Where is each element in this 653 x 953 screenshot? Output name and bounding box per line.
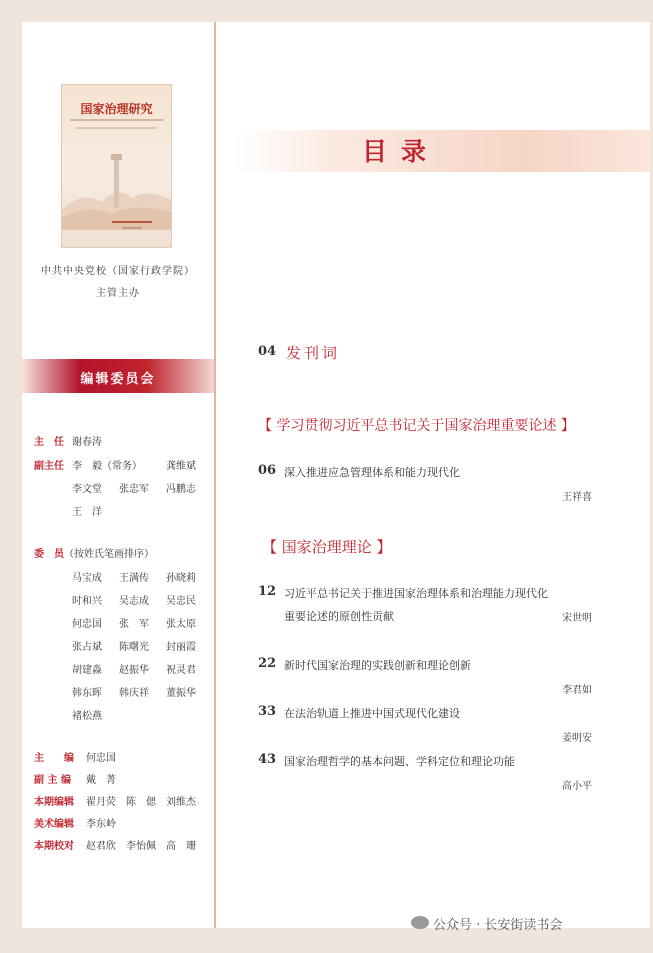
deputy-chief-name: 戴 菁 [86, 775, 116, 786]
toc-title-banner [234, 130, 650, 172]
deputy-name: 李 毅（常务） [72, 461, 142, 472]
deputy-name: 张忠军 [119, 484, 149, 495]
deputy-role: 副主任 [34, 461, 64, 472]
watermark-text: 公众号 · 长安街读书会 [433, 918, 563, 933]
art-editor-role: 美术编辑 [34, 819, 74, 830]
director-role: 主 任 [34, 437, 64, 448]
proofread-row [34, 837, 196, 852]
member-name: 封丽霞 [166, 642, 196, 653]
member-name: 赵振华 [119, 665, 149, 676]
issue-editors-names: 翟月荧 陈 偲 刘维杰 [86, 797, 196, 808]
entry-title: 深入推进应急管理体系和能力现代化 [284, 466, 460, 479]
section-heading: 【 国家治理理论 】 [262, 538, 392, 556]
deputy-chief-row [34, 771, 116, 786]
members-note: （按姓氏笔画排序） [64, 549, 154, 560]
cover-date-mark [122, 227, 142, 229]
cover-date-mark [112, 221, 152, 223]
member-name: 何忠国 [72, 619, 102, 630]
member-name: 韩东晖 [72, 688, 102, 699]
toc-title: 目录 [362, 137, 441, 166]
entry-author: 李君如 [562, 685, 592, 696]
director-name: 谢春涛 [72, 437, 102, 448]
cover-subtitle-rule [76, 127, 157, 129]
entry-title-continued: 重要论述的原创性贡献 [284, 610, 394, 623]
member-name: 褚松燕 [72, 711, 102, 722]
deputy-name: 王 洋 [72, 507, 102, 518]
chief-editor-name: 何忠国 [86, 753, 116, 764]
foreword-page-number: 04 [258, 344, 277, 359]
chief-editor-role: 主 编 [34, 753, 74, 764]
chief-editor-row [34, 749, 116, 764]
cover-mountain-art [62, 140, 171, 230]
entry-author: 高小平 [562, 781, 592, 792]
masthead-sidebar [22, 22, 216, 928]
entry-title: 新时代国家治理的实践创新和理论创新 [284, 659, 471, 672]
foreword-title: 发刊词 [286, 344, 341, 362]
member-name: 王满传 [119, 573, 149, 584]
member-name: 马宝成 [72, 573, 102, 584]
art-editor-row [34, 815, 116, 830]
member-name: 胡建淼 [72, 665, 102, 676]
issue-editors-role: 本期编辑 [34, 797, 74, 808]
section-heading: 【 学习贯彻习近平总书记关于国家治理重要论述 】 [258, 418, 575, 434]
cover-subtitle-rule [70, 119, 163, 121]
journal-page [22, 22, 650, 928]
editorial-board-title: 编辑委员会 [80, 372, 156, 387]
member-name: 韩庆祥 [119, 688, 149, 699]
entry-page-number: 12 [258, 584, 277, 599]
entry-author: 王祥喜 [562, 492, 592, 503]
entry-page-number: 06 [258, 463, 277, 478]
cover-title: 国家治理研究 [80, 102, 153, 116]
deputy-row [34, 457, 64, 472]
publisher-role: 主管主办 [96, 288, 140, 299]
entry-title: 在法治轨道上推进中国式现代化建设 [284, 707, 460, 720]
member-name: 孙晓莉 [166, 573, 196, 584]
wechat-icon [411, 916, 429, 929]
entry-page-number: 43 [258, 752, 277, 767]
member-name: 张太原 [166, 619, 196, 630]
issue-editors-row [34, 793, 196, 808]
entry-author: 姜明安 [562, 733, 592, 744]
entry-author: 宋世明 [562, 613, 592, 624]
journal-cover-image [61, 84, 172, 248]
editorial-board-banner [22, 359, 214, 393]
proofreaders-names: 赵君欣 李怡佩 高 珊 [86, 841, 196, 852]
member-name: 张 军 [119, 619, 149, 630]
deputy-name: 龚维斌 [166, 461, 196, 472]
deputy-name: 李文堂 [72, 484, 102, 495]
members-row [34, 545, 154, 560]
publisher-info [22, 261, 214, 305]
member-name: 祝灵君 [166, 665, 196, 676]
director-row [34, 433, 102, 448]
entry-title: 国家治理哲学的基本问题、学科定位和理论功能 [284, 755, 515, 768]
entry-page-number: 33 [258, 704, 277, 719]
member-name: 陈曙光 [119, 642, 149, 653]
deputy-name: 冯鹏志 [166, 484, 196, 495]
member-name: 时和兴 [72, 596, 102, 607]
member-name: 吴忠民 [166, 596, 196, 607]
member-name: 董振华 [166, 688, 196, 699]
member-name: 张占斌 [72, 642, 102, 653]
proofread-role: 本期校对 [34, 841, 74, 852]
deputy-chief-role: 副 主 编 [34, 775, 71, 786]
art-editor-name: 李东岭 [86, 819, 116, 830]
entry-page-number: 22 [258, 656, 277, 671]
entry-title: 习近平总书记关于推进国家治理体系和治理能力现代化 [284, 587, 548, 600]
member-name: 吴志成 [119, 596, 149, 607]
members-role: 委 员 [34, 549, 64, 560]
publisher-name: 中共中央党校（国家行政学院） [41, 266, 195, 277]
